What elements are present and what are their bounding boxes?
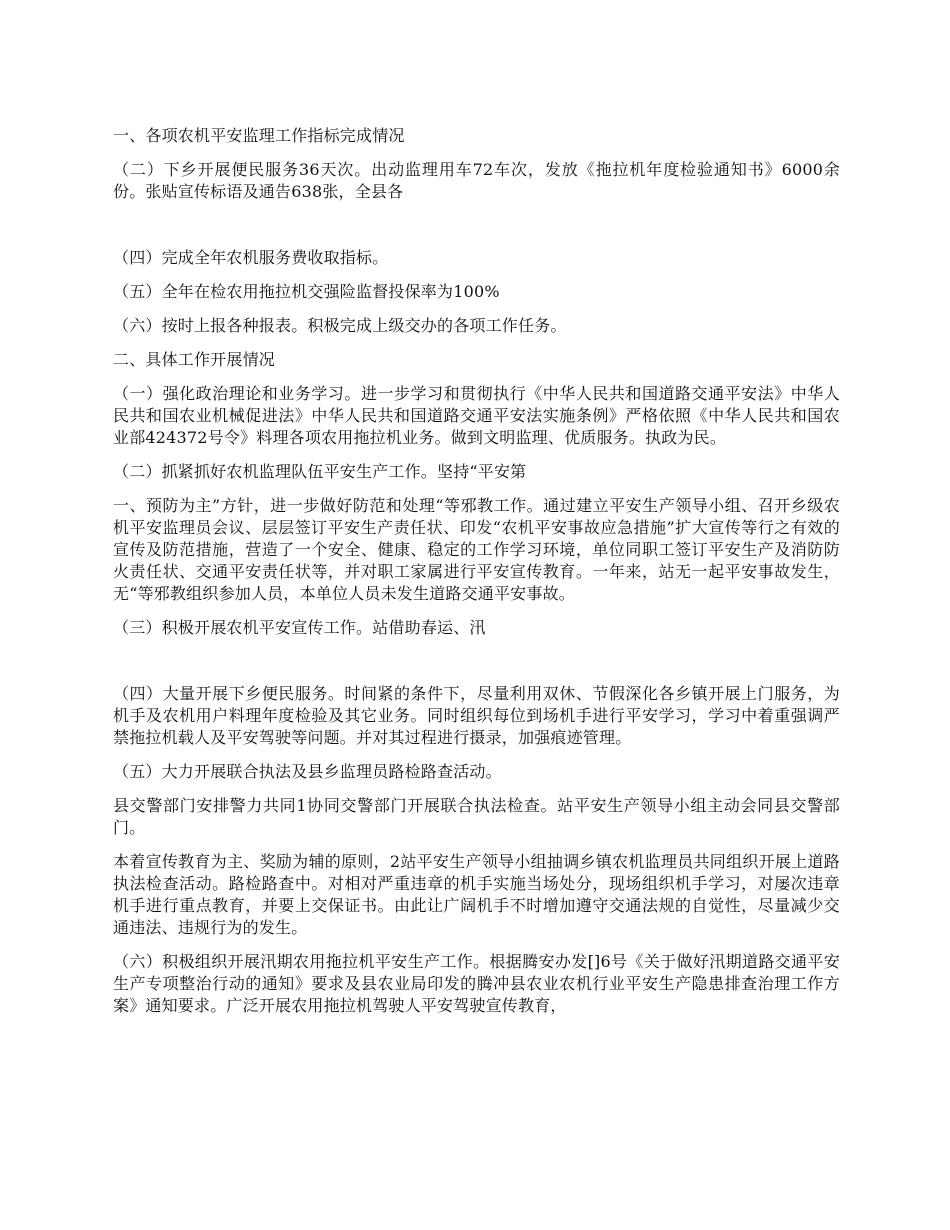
blank-gap xyxy=(113,651,840,683)
section-heading-2: 二、具体工作开展情况 xyxy=(113,350,276,369)
blank-gap xyxy=(113,215,840,247)
paragraph-prevention: 一、预防为主”方针，进一步做好防范和处理“等邪教工作。通过建立平安生产领导小组、召开乡级农机平安监理员会议、层层签订平安生产责任状、印发“农机平安事故应急措施”扩大宣传等行之有效的宣传及防范措施，营造了一个安全、健康、稳定的工作学习环境，单位同职工签订平安生产及消防防火责任状、交通平安责任状等，并对职工家属进行平安宣传教育。一年来，站无一起平安事故发生，无“等邪教组织参加人员，本单位人员未发生道路交通平安事故。 xyxy=(113,496,840,603)
document-page xyxy=(113,125,840,1029)
paragraph-safety-team: （二）抓紧抓好农机监理队伍平安生产工作。坚持“平安第 xyxy=(113,462,527,481)
paragraph-inspection: 本着宣传教育为主、奖励为辅的原则，2站平安生产领导小组抽调乡镇农机监理员共同组织开展上道路执法检查活动。路检路查中。对相对严重违章的机手实施当场处分，现场组织机手学习，对屡次违章机手进行重点教育，并要上交保证书。由此让广阔机手不时增加遵守交通法规的自觉性，尽量减少交通违法、违规行为的发生。 xyxy=(113,852,840,937)
paragraph-convenience: （四）大量开展下乡便民服务。时间紧的条件下，尽量利用双休、节假深化各乡镇开展上门服务，为机手及农机用户料理年度检验及其它业务。同时组织每位到场机手进行平安学习，学习中着重强调严禁拖拉机载人及平安驾驶等问题。并对其过程进行摄录，加强痕迹管理。 xyxy=(113,684,840,747)
paragraph-study: （一）强化政治理论和业务学习。进一步学习和贯彻执行《中华人民共和国道路交通平安法》中华人民共和国农业机械促进法》中华人民共和国道路交通平安法实施条例》严格依照《中华人民共和国农业部424372号令》料理各项农用拖拉机业务。做到文明监理、优质服务。执政为民。 xyxy=(113,384,840,447)
paragraph-flood-season: （六）积极组织开展汛期农用拖拉机平安生产工作。根据腾安办发[]6号《关于做好汛期道路交通平安生产专项整治行动的通知》要求及县农业局印发的腾冲县农业农机行业平安生产隐患排查治理工作方案》通知要求。广泛开展农用拖拉机驾驶人平安驾驶宣传教育， xyxy=(113,952,840,1015)
paragraph-fee: （四）完成全年农机服务费收取指标。 xyxy=(113,248,389,267)
paragraph-joint-enforcement: （五）大力开展联合执法及县乡监理员路检路查活动。 xyxy=(113,762,502,781)
paragraph-reports: （六）按时上报各种报表。积极完成上级交办的各项工作任务。 xyxy=(113,316,567,335)
section-heading-1: 一、各项农机平安监理工作指标完成情况 xyxy=(113,126,405,145)
paragraph-service: （二）下乡开展便民服务36天次。出动监理用车72车次，发放《拖拉机年度检验通知书》6000余份。张贴宣传标语及通告638张，全县各 xyxy=(113,160,840,201)
paragraph-traffic-police: 县交警部门安排警力共同1协同交警部门开展联合执法检查。站平安生产领导小组主动会同县交警部门。 xyxy=(113,796,840,837)
paragraph-publicity: （三）积极开展农机平安宣传工作。站借助春运、汛 xyxy=(113,618,486,637)
paragraph-insurance: （五）全年在检农用拖拉机交强险监督投保率为100% xyxy=(113,282,500,301)
